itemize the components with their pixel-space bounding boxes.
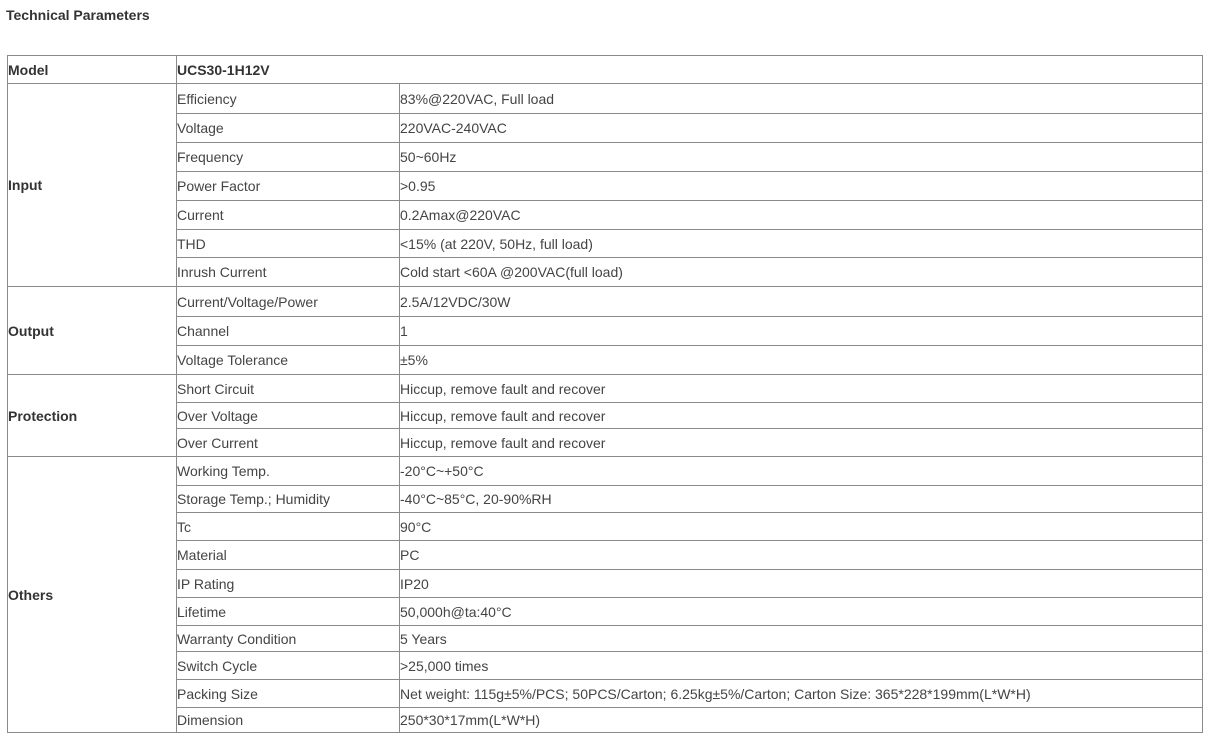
parameter-name: Current	[177, 201, 400, 230]
table-row	[8, 287, 1203, 317]
parameter-name: Frequency	[177, 143, 400, 172]
parameter-name: Power Factor	[177, 172, 400, 201]
table-row	[8, 375, 1203, 403]
group-label: Protection	[8, 375, 177, 457]
parameter-name: Efficiency	[177, 84, 400, 114]
parameter-value: 50~60Hz	[400, 143, 1203, 172]
parameter-value: 5 Years	[400, 626, 1203, 652]
group-label: Output	[8, 287, 177, 375]
parameter-name: Dimension	[177, 708, 400, 733]
parameter-value: <15% (at 220V, 50Hz, full load)	[400, 230, 1203, 258]
parameter-name: Working Temp.	[177, 457, 400, 486]
model-label: Model	[8, 56, 177, 84]
table-row	[8, 429, 1203, 457]
parameter-name: Channel	[177, 317, 400, 346]
parameter-value: >0.95	[400, 172, 1203, 201]
parameter-value: PC	[400, 541, 1203, 570]
table-row	[8, 457, 1203, 486]
parameter-value: -20°C~+50°C	[400, 457, 1203, 486]
parameter-name: Warranty Condition	[177, 626, 400, 652]
parameter-name: Inrush Current	[177, 258, 400, 287]
parameter-value: 0.2Amax@220VAC	[400, 201, 1203, 230]
parameter-name: Voltage Tolerance	[177, 346, 400, 375]
group-label: Input	[8, 84, 177, 287]
parameter-value: Cold start <60A @200VAC(full load)	[400, 258, 1203, 287]
parameter-name: IP Rating	[177, 570, 400, 598]
parameter-name: Over Voltage	[177, 403, 400, 429]
parameter-value: Hiccup, remove fault and recover	[400, 375, 1203, 403]
parameter-value: 83%@220VAC, Full load	[400, 84, 1203, 114]
table-row	[8, 513, 1203, 541]
parameter-value: ±5%	[400, 346, 1203, 375]
parameter-name: Over Current	[177, 429, 400, 457]
parameter-name: Packing Size	[177, 680, 400, 708]
table-row	[8, 680, 1203, 708]
table-row	[8, 570, 1203, 598]
table-row	[8, 708, 1203, 733]
parameter-name: Voltage	[177, 114, 400, 143]
table-row	[8, 258, 1203, 287]
table-row	[8, 541, 1203, 570]
table-row	[8, 201, 1203, 230]
table-row	[8, 317, 1203, 346]
parameter-name: Lifetime	[177, 598, 400, 626]
parameter-value: 250*30*17mm(L*W*H)	[400, 708, 1203, 733]
parameter-name: Short Circuit	[177, 375, 400, 403]
parameter-value: Net weight: 115g±5%/PCS; 50PCS/Carton; 6.25kg±5%/Carton; Carton Size: 365*228*199mm(L*W*H)	[400, 680, 1203, 708]
model-row	[8, 56, 1203, 84]
parameter-name: Storage Temp.; Humidity	[177, 486, 400, 513]
page-title: Technical Parameters	[6, 7, 150, 23]
parameter-value: 90°C	[400, 513, 1203, 541]
parameter-value: IP20	[400, 570, 1203, 598]
parameter-name: THD	[177, 230, 400, 258]
table-row	[8, 172, 1203, 201]
table-body	[8, 56, 1203, 733]
table-row	[8, 114, 1203, 143]
table-row	[8, 598, 1203, 626]
parameter-value: >25,000 times	[400, 652, 1203, 680]
parameter-value: Hiccup, remove fault and recover	[400, 403, 1203, 429]
table-row	[8, 403, 1203, 429]
table-row	[8, 486, 1203, 513]
table-row	[8, 652, 1203, 680]
table-row	[8, 230, 1203, 258]
parameter-value: 50,000h@ta:40°C	[400, 598, 1203, 626]
parameter-value: -40°C~85°C, 20-90%RH	[400, 486, 1203, 513]
table-row	[8, 143, 1203, 172]
parameter-name: Material	[177, 541, 400, 570]
parameter-name: Switch Cycle	[177, 652, 400, 680]
parameter-value: 1	[400, 317, 1203, 346]
model-value: UCS30-1H12V	[177, 56, 1203, 84]
table-row	[8, 626, 1203, 652]
technical-parameters-table	[7, 55, 1203, 733]
parameter-value: 220VAC-240VAC	[400, 114, 1203, 143]
parameter-name: Current/Voltage/Power	[177, 287, 400, 317]
table-row	[8, 346, 1203, 375]
parameter-value: 2.5A/12VDC/30W	[400, 287, 1203, 317]
table-row	[8, 84, 1203, 114]
parameter-value: Hiccup, remove fault and recover	[400, 429, 1203, 457]
group-label: Others	[8, 457, 177, 733]
parameter-name: Tc	[177, 513, 400, 541]
